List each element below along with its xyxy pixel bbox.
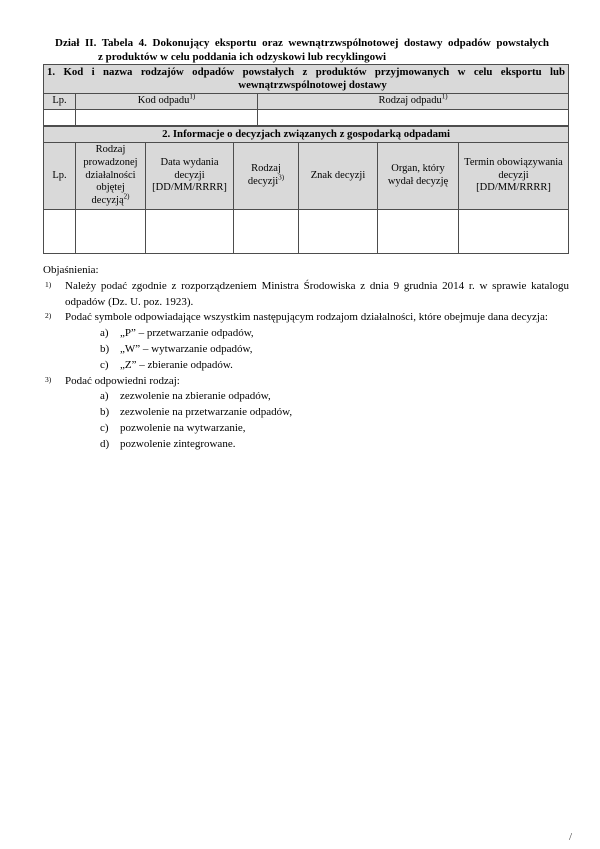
cell-data-wydania — [146, 209, 234, 253]
section-1-header-line2: wewnątrzwspólnotowej dostawy — [238, 79, 387, 91]
section-2-header-label: 2. Informacje o decyzjach związanych z gospodarką odpadami — [162, 128, 450, 140]
column-header-lp — [44, 143, 76, 210]
footnote-3-item-c-marker: c) — [100, 421, 109, 434]
footnote-3-item-d-text: pozwolenie zintegrowane. — [120, 437, 236, 450]
footnote-3-item-a-marker: a) — [100, 390, 109, 403]
column-header-organ-label: Organ, który wydał decyzję — [387, 163, 449, 187]
footnote-2-item-a — [43, 326, 569, 342]
column-header-organ — [378, 143, 459, 210]
section-2-header — [44, 127, 569, 143]
footnote-1-line1: Należy podać zgodnie z rozporządzeniem Ministra Środowiska z dnia 9 grudnia 2014 r. w sprawie katalogu — [65, 279, 569, 292]
table-row — [44, 209, 569, 253]
footnote-ref-2: 2) — [123, 192, 130, 201]
footnote-3-item-b-marker: b) — [100, 406, 110, 419]
footnote-ref-1: 1) — [189, 93, 196, 101]
document-title-line2: z produktów w celu poddania ich odzyskowi lub recyklingowi — [98, 50, 387, 63]
footnote-3-item-d-marker: d) — [100, 437, 110, 450]
document-title — [55, 37, 549, 64]
footnote-3-text: Podać odpowiedni rodzaj: — [65, 374, 180, 387]
footnote-3-item-c — [43, 421, 569, 437]
table-waste-codes — [43, 64, 569, 126]
column-header-kod-odpadu — [76, 94, 258, 110]
section-1-header — [44, 65, 569, 94]
footnote-1-line2: odpadów (Dz. U. poz. 1923). — [65, 295, 194, 308]
column-header-lp-label: Lp. — [52, 169, 67, 181]
footnote-2-item-c — [43, 358, 569, 374]
footnotes-section — [43, 263, 569, 453]
column-header-rodzaj-dzialalnosci — [76, 143, 146, 210]
footnote-3-item-c-text: pozwolenie na wytwarzanie, — [120, 421, 246, 434]
cell-termin — [459, 209, 569, 253]
table-decisions — [43, 126, 569, 254]
cell-rodzaj-decyzji — [234, 209, 299, 253]
column-header-rodzaj-decyzji-label: Rodzaj decyzji — [247, 163, 281, 187]
column-header-rodzaj-odpadu — [258, 94, 569, 110]
column-header-data-wydania — [146, 143, 234, 210]
column-header-kod-odpadu-label: Kod odpadu — [137, 95, 190, 106]
column-header-lp-label: Lp. — [52, 95, 67, 106]
footnote-3-item-a — [43, 389, 569, 405]
cell-lp — [44, 209, 76, 253]
column-header-znak-decyzji — [299, 143, 378, 210]
footnote-2-item-b-marker: b) — [100, 342, 110, 355]
page-footer-mark: / — [569, 831, 573, 843]
footnote-2-marker: 2) — [45, 311, 52, 321]
footnote-3 — [43, 374, 569, 390]
cell-lp — [44, 109, 76, 125]
footnote-2-item-b — [43, 342, 569, 358]
column-header-termin-label: Termin obowiązywania decyzji [DD/MM/RRRR] — [464, 156, 563, 194]
column-header-rodzaj-dzialalnosci-label: Rodzaj prowadzonej działalności objętej decyzją — [83, 144, 138, 207]
footnote-3-item-a-text: zezwolenie na zbieranie odpadów, — [120, 390, 271, 403]
footnote-3-item-b-text: zezwolenie na przetwarzanie odpadów, — [120, 406, 293, 419]
footnote-2-text: Podać symbole odpowiadające wszystkim następującym rodzajom działalności, które obejmuje dana decyzja: — [65, 311, 548, 324]
footnote-ref-1: 1) — [441, 93, 448, 101]
footnotes-heading: Objaśnienia: — [43, 264, 99, 276]
column-header-rodzaj-odpadu-label: Rodzaj odpadu — [378, 95, 442, 106]
column-header-znak-decyzji-label: Znak decyzji — [310, 169, 366, 181]
footnote-3-marker: 3) — [45, 374, 52, 384]
cell-rodzaj-dzialalnosci — [76, 209, 146, 253]
footnote-ref-3: 3) — [278, 173, 285, 182]
table-row — [44, 109, 569, 125]
footnote-1 — [43, 279, 569, 311]
footnote-3-item-b — [43, 405, 569, 421]
column-header-rodzaj-decyzji — [234, 143, 299, 210]
footnote-2 — [43, 310, 569, 326]
column-header-termin — [459, 143, 569, 210]
footnote-2-item-b-text: „W” – wytwarzanie odpadów, — [120, 342, 253, 355]
cell-rodzaj-odpadu — [258, 109, 569, 125]
cell-organ — [378, 209, 459, 253]
section-1-header-line1: 1. Kod i nazwa rodzajów odpadów powstałych z produktów przyjmowanych w celu eksportu lub — [47, 66, 565, 78]
column-header-data-wydania-label: Data wydania decyzji [DD/MM/RRRR] — [152, 156, 227, 194]
footnote-2-item-c-text: „Z” – zbieranie odpadów. — [120, 358, 233, 371]
footnote-1-marker: 1) — [45, 279, 52, 289]
document-title-line1: Dział II. Tabela 4. Dokonujący eksportu oraz wewnątrzwspólnotowej dostawy odpadów powstałych — [55, 37, 549, 49]
footnote-3-item-d — [43, 437, 569, 453]
footnote-2-item-a-text: „P” – przetwarzanie odpadów, — [120, 327, 254, 340]
cell-kod-odpadu — [76, 109, 258, 125]
cell-znak-decyzji — [299, 209, 378, 253]
column-header-lp — [44, 94, 76, 110]
footnote-2-item-a-marker: a) — [100, 327, 109, 340]
footnote-2-item-c-marker: c) — [100, 358, 109, 371]
